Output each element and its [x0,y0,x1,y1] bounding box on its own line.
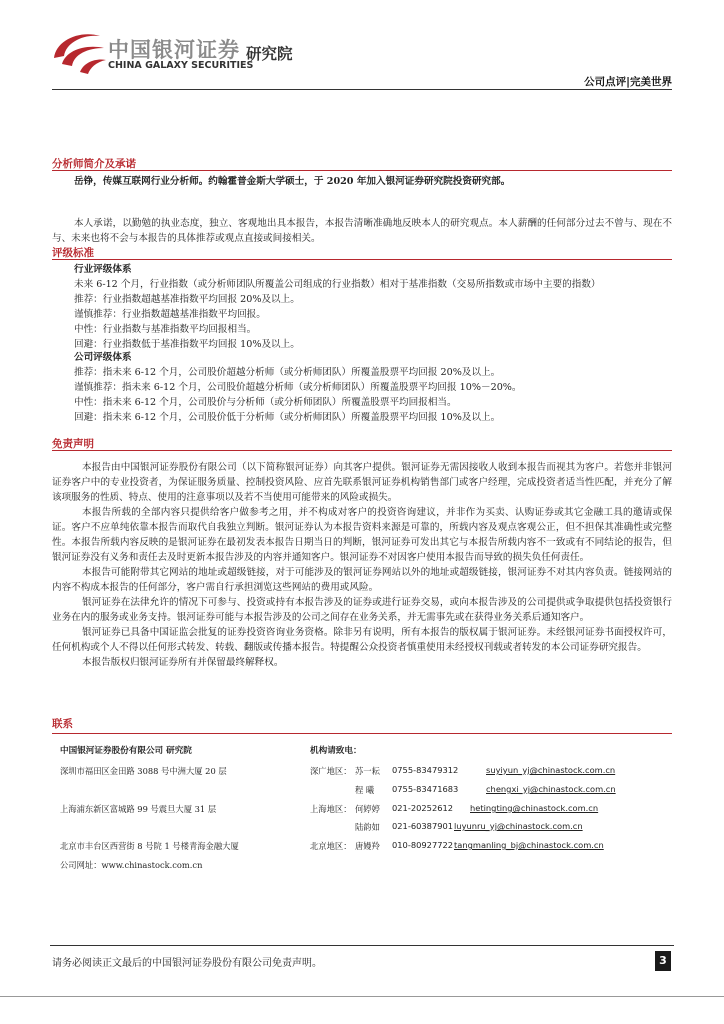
sales-email-link[interactable]: suyiyun_yj@chinastock.com.cn [486,765,616,775]
page-number: 3 [655,951,671,971]
section-divider [52,733,672,734]
section-divider [52,450,672,451]
industry-rating-item: 中性：行业指数与基准指数平均回报相当。 [74,324,257,335]
analyst-pledge: 本人承诺，以勤勉的执业态度，独立、客观地出具本报告，本报告清晰准确地反映本人的研究观点。本人薪酬的任何部分过去不曾与、现在不与、未来也将不会与本报告的具体推荐或观点直接或间接相关。 [52,218,672,244]
sales-name: 陆韵如 [355,822,380,832]
sales-name: 唐嫚羚 [355,841,380,851]
contact-company: 中国银河证券股份有限公司 研究院 [60,746,192,756]
page-bottom-rule [0,996,724,997]
sales-region: 上海地区： [310,804,352,814]
disclaimer-paragraph: 本报告版权归银河证券所有并保留最终解释权。 [82,657,284,668]
sales-name: 何婷婷 [355,804,380,814]
sales-region: 深广地区： [310,766,352,776]
sales-title: 机构请致电： [310,746,362,756]
company-rating-item: 谨慎推荐：指未来 6-12 个月，公司股价超越分析师（或分析师团队）所覆盖股票平均回报 10%－20%。 [74,382,522,393]
sales-email-link[interactable]: tangmanling_bj@chinastock.com.cn [454,840,604,850]
company-rating-item: 中性：指未来 6-12 个月，公司股价与分析师（或分析师团队）所覆盖股票平均回报相当。 [74,397,457,408]
company-rating-title: 公司评级体系 [74,352,132,363]
company-website: 公司网址：www.chinastock.com.cn [60,860,203,870]
industry-rating-item: 回避：行业指数低于基准指数平均回报 10%及以上。 [74,339,300,350]
sales-name: 程 曦 [355,785,375,795]
disclaimer-paragraph: 本报告由中国银河证券股份有限公司（以下简称银河证券）向其客户提供。银河证券无需因接收人收到本报告而视其为客户。若您并非银河证券客户中的专业投资者，为保证服务质量、控制投资风险、应首先联系银河证券机构销售部门或客户经理，完成投资者适当性匹配，并充分了解该项服务的性质、特点、使用的注意事项以及若不当使用可能带来的风险或损失。 [52,462,672,503]
disclaimer-paragraph: 本报告可能附带其它网站的地址或超级链接，对于可能涉及的银河证券网站以外的地址或超级链接，银河证券不对其内容负责。链接网站的内容不构成本报告的任何部分，客户需自行承担浏览这些网站的费用或风险。 [52,567,672,593]
sales-name: 苏一耘 [355,766,380,776]
disclaimer-paragraph: 银河证券在法律允许的情况下可参与、投资或持有本报告涉及的证券或进行证券交易，或向本报告涉及的公司提供或争取提供包括投资银行业务在内的服务或业务支持。银河证券可能与本报告涉及的公司之间存在业务关系，并无需事先或在获得业务关系后通知客户。 [52,597,672,623]
brand-name-cn: 中国银河证券 [108,38,240,62]
address-shanghai: 上海浦东新区富城路 99 号震旦大厦 31 层 [60,804,217,814]
sales-email-link[interactable]: chengxi_yj@chinastock.com.cn [486,784,616,794]
disclaimer-body [52,460,672,670]
company-rating-item: 推荐：指未来 6-12 个月，公司股价超越分析师（或分析师团队）所覆盖股票平均回报 20%及以上。 [74,367,501,378]
section-divider [52,259,672,260]
section-title-disclaimer: 免责声明 [52,438,94,450]
address-beijing: 北京市丰台区西营街 8 号院 1 号楼青海金融大厦 [60,841,239,851]
industry-rating-desc: 未来 6-12 个月，行业指数（或分析师团队所覆盖公司组成的行业指数）相对于基准指数（交易所指数或市场中主要的指数） [74,279,601,290]
sales-email-link[interactable]: luyunru_yj@chinastock.com.cn [454,821,583,831]
sales-phone: 021-60387901 [392,821,454,831]
sales-email-link[interactable]: hetingting@chinastock.com.cn [470,803,599,813]
footer-notice: 请务必阅读正文最后的中国银河证券股份有限公司免责声明。 [52,958,322,969]
sales-phone: 010-80927722 [392,840,454,850]
sales-phone: 0755-83471683 [392,784,459,794]
report-type: 公司点评|完美世界 [584,76,672,88]
industry-rating-title: 行业评级体系 [74,264,132,275]
analyst-bio: 岳铮，传媒互联网行业分析师。约翰霍普金斯大学硕士，于 2020 年加入银河证券研究院投资研究部。 [74,176,511,187]
address-shenzhen: 深圳市福田区金田路 3088 号中洲大厦 20 层 [60,766,227,776]
footer-divider [50,945,674,946]
institute-name: 研究院 [246,45,293,63]
section-title-contact: 联系 [52,718,73,730]
industry-rating-item: 推荐：行业指数超越基准指数平均回报 20%及以上。 [74,294,300,305]
company-rating-item: 回避：指未来 6-12 个月，公司股价低于分析师（或分析师团队）所覆盖股票平均回报 10%及以上。 [74,412,501,423]
section-divider [52,170,672,171]
section-title-rating: 评级标准 [52,247,94,259]
galaxy-swirl-icon [50,28,108,78]
header-divider [52,89,672,90]
sales-phone: 021-20252612 [392,803,454,813]
brand-name-en: CHINA GALAXY SECURITIES [108,60,254,71]
sales-phone: 0755-83479312 [392,765,459,775]
section-title-analyst: 分析师简介及承诺 [52,158,136,170]
sales-region: 北京地区： [310,841,352,851]
industry-rating-item: 谨慎推荐：行业指数超越基准指数平均回报。 [74,309,266,320]
disclaimer-paragraph: 银河证券已具备中国证监会批复的证券投资咨询业务资格。除非另有说明，所有本报告的版权属于银河证券。未经银河证券书面授权许可，任何机构或个人不得以任何形式转发、转载、翻版或传播本报告。特提醒公众投资者慎重使用未经授权刊载或者转发的本公司证券研究报告。 [52,627,672,653]
disclaimer-paragraph: 本报告所载的全部内容只提供给客户做参考之用，并不构成对客户的投资咨询建议，并非作为买卖、认购证券或其它金融工具的邀请或保证。客户不应单纯依靠本报告而取代自我独立判断。银河证券认为本报告资料来源是可靠的，所载内容及观点客观公正，但不担保其准确性或完整性。本报告所载内容反映的是银河证券在最初发表本报告日期当日的判断，银河证券可发出其它与本报告所载内容不一致或有不同结论的报告，但银河证券没有义务和责任去及时更新本报告涉及的内容并通知客户。银河证券不对因客户使用本报告而导致的损失负任何责任。 [52,507,672,563]
